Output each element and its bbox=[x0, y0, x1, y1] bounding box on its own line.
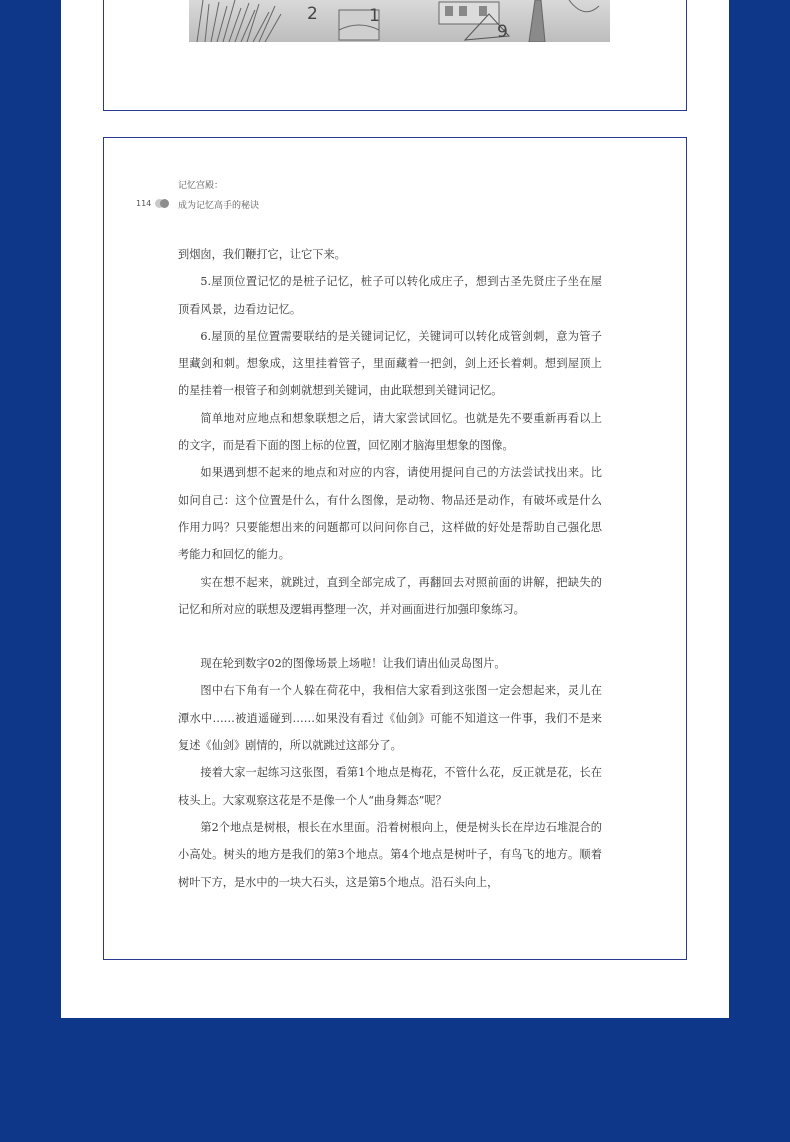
page-number-text: 114 bbox=[136, 199, 152, 208]
paragraph: 第2个地点是树根，根长在水里面。沿着树根向上，便是树头长在岸边石堆混合的小高处。树头的地方是我们的第3个地点。第4个地点是树叶子，有鸟飞的地方。顺着树叶下方，是水中的一块大石头，这是第5个地点。沿石头向上， bbox=[178, 820, 602, 889]
page-number bbox=[136, 199, 169, 208]
running-header-title: 记忆宫殿： bbox=[178, 181, 224, 191]
paragraph: 实在想不起来，就跳过，直到全部完成了，再翻回去对照前面的讲解，把缺失的记忆和所对应的联想及逻辑再整理一次，并对画面进行加强印象练习。 bbox=[178, 575, 602, 616]
paragraph-gap bbox=[178, 623, 602, 650]
paragraph: 如果遇到想不起来的地点和对应的内容，请使用提问自己的方法尝试找出来。比如问自己：这个位置是什么，有什么图像，是动物、物品还是动作，有破坏或是什么作用力吗？只要能想出来的问题都可以问问你自己，这样做的好处是帮助自己强化思考能力和回忆的能力。 bbox=[178, 466, 602, 562]
illustration-sketch bbox=[189, 0, 610, 42]
paragraph: 到烟囱，我们鞭打它，让它下来。 bbox=[178, 248, 346, 261]
illustration bbox=[189, 0, 610, 42]
body-text bbox=[178, 241, 602, 896]
paragraph: 接着大家一起练习这张图，看第1个地点是梅花，不管什么花，反正就是花，长在枝头上。大家观察这花是不是像一个人“曲身舞态”呢？ bbox=[178, 766, 602, 807]
previous-page bbox=[103, 0, 687, 111]
paragraph: 图中右下角有一个人躲在荷花中，我相信大家看到这张图一定会想起来，灵儿在潭水中……被逍遥碰到……如果没有看过《仙剑》可能不知道这一件事，我们不是来复述《仙剑》剧情的，所以就跳过这部分了。 bbox=[178, 684, 602, 753]
paragraph: 6.屋顶的星位置需要联结的是关键词记忆，关键词可以转化成管剑刺，意为管子里藏剑和刺。想象成，这里挂着管子，里面藏着一把剑，剑上还长着刺。想到屋顶上的星挂着一根管子和剑刺就想到关键词，由此联想到关键词记忆。 bbox=[178, 329, 602, 398]
location-label: 1 bbox=[369, 6, 380, 26]
book-page bbox=[103, 137, 687, 960]
running-header-subtitle: 成为记忆高手的秘诀 bbox=[178, 201, 260, 211]
location-label: 2 bbox=[307, 4, 318, 24]
location-label: 9 bbox=[497, 22, 508, 42]
paragraph: 现在轮到数字02的图像场景上场啦！让我们请出仙灵岛图片。 bbox=[200, 657, 506, 671]
paragraph: 5.屋顶位置记忆的是桩子记忆，桩子可以转化成庄子，想到古圣先贤庄子坐在屋顶看风景，边看边记忆。 bbox=[178, 275, 602, 316]
page-marker-icon bbox=[155, 199, 169, 208]
paragraph: 简单地对应地点和想象联想之后，请大家尝试回忆。也就是先不要重新再看以上的文字，而是看下面的图上标的位置，回忆刚才脑海里想象的图像。 bbox=[178, 411, 602, 453]
